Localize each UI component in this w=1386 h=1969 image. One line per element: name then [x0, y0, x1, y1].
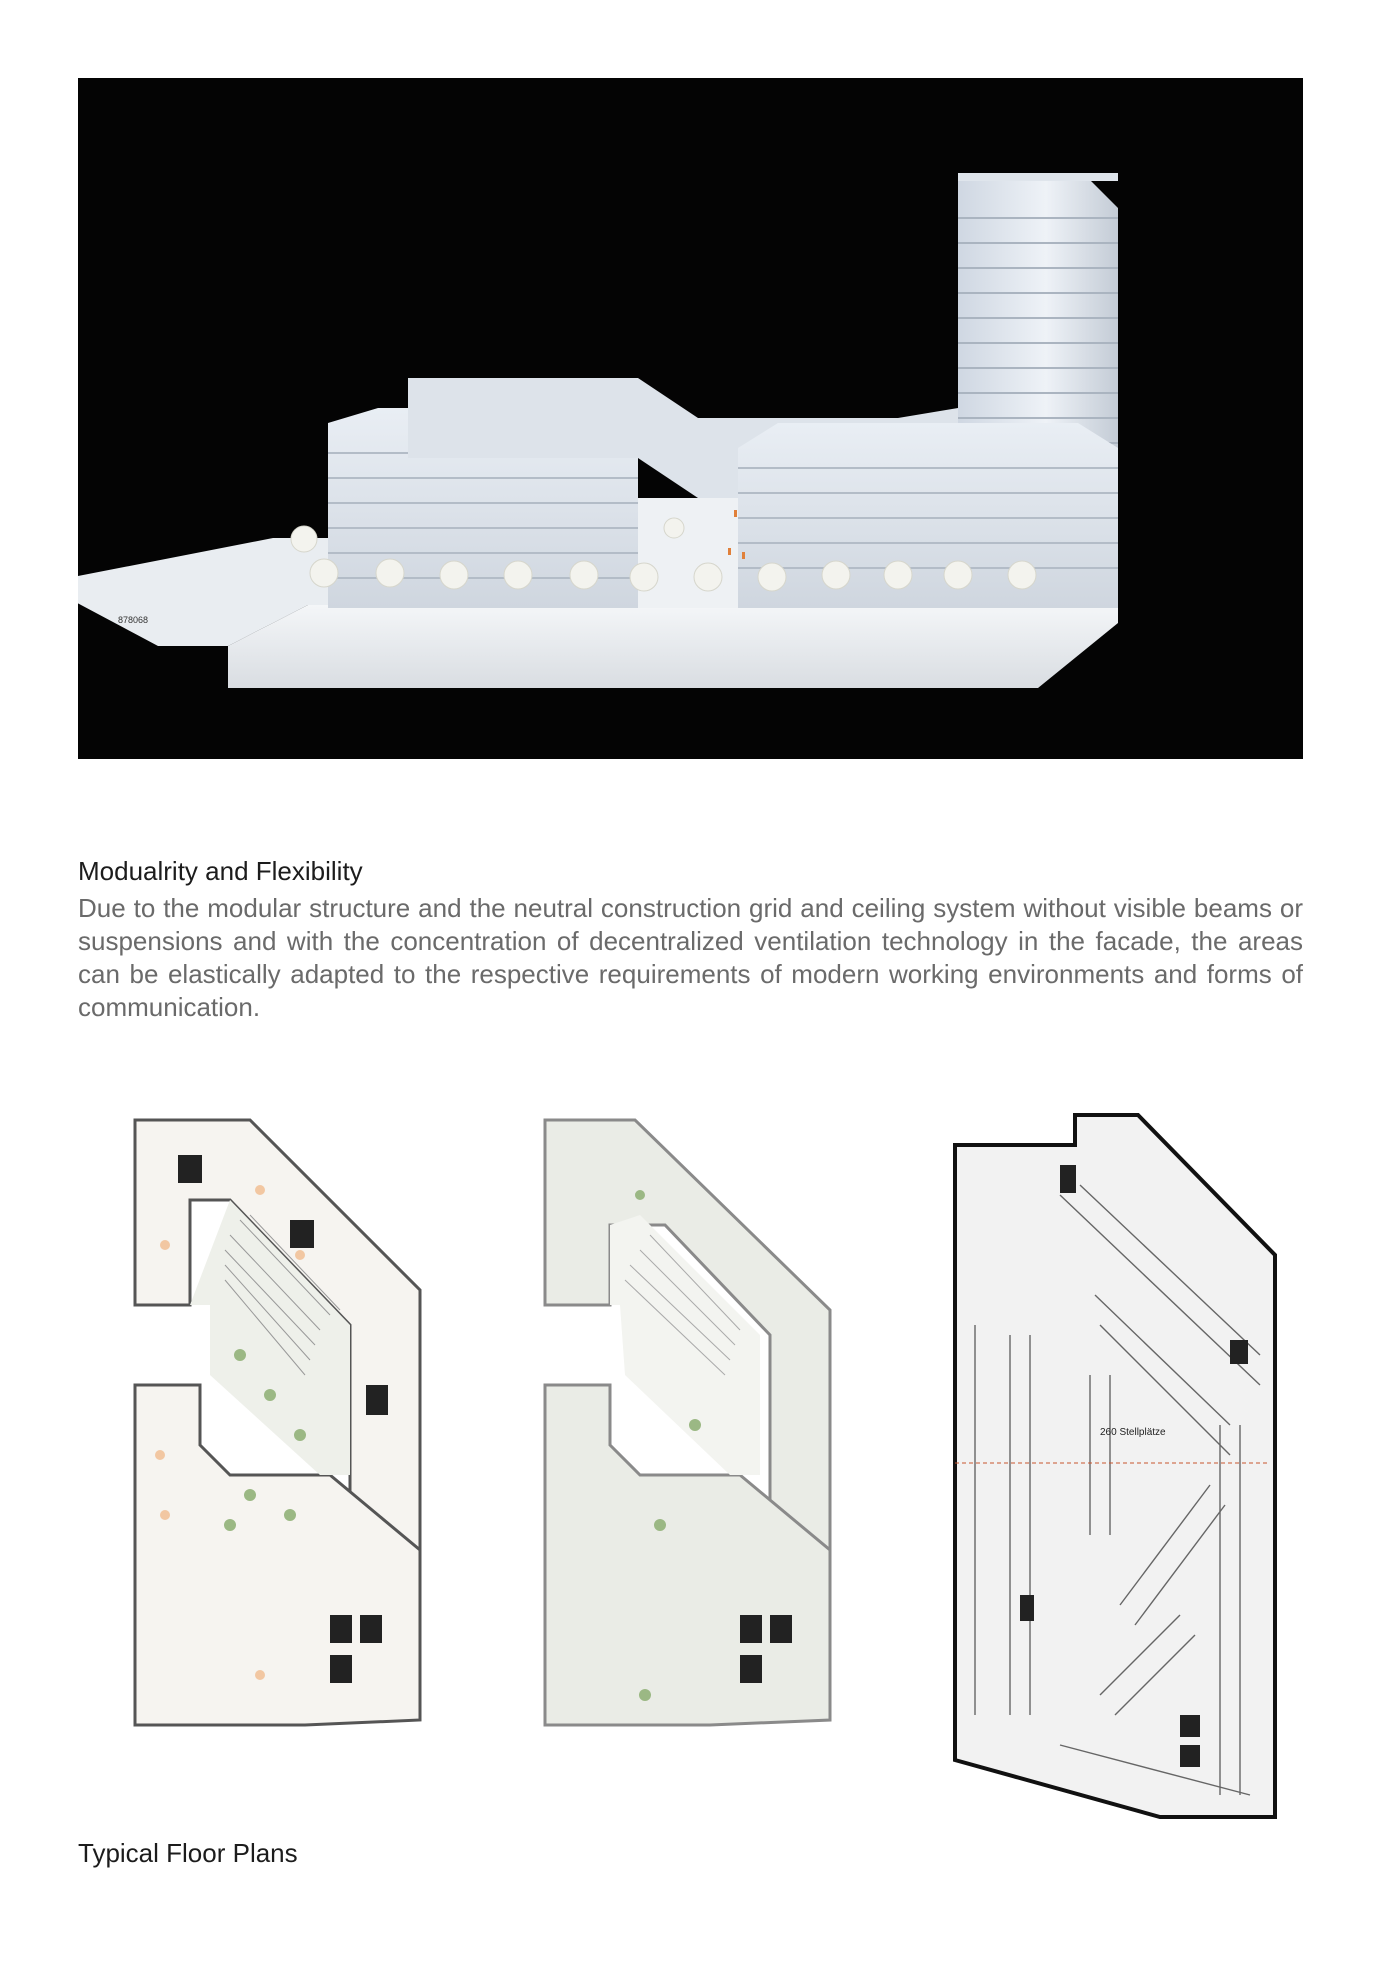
model-base [228, 605, 1118, 688]
section-heading: Modualrity and Flexibility [78, 856, 363, 886]
plans-caption: Typical Floor Plans [78, 1838, 298, 1868]
model-illustration [78, 78, 1303, 759]
right-block [738, 423, 1118, 608]
parking-label: 260 Stellplätze [1100, 1427, 1166, 1438]
floor-plan-parking [955, 1115, 1275, 1817]
floor-plans [0, 1095, 1386, 1820]
text-section [78, 855, 1303, 1024]
model-label: 878068 [118, 615, 149, 625]
architecture-model-photo [78, 78, 1303, 759]
section-body: Due to the modular structure and the neutral construction grid and ceiling system without visible beams or suspensions and with the concentration of decentralized ventilation technology in the facade, the areas can be elastically adapted to the respective requirements of modern working environments and forms of communication. [78, 892, 1303, 1022]
floor-plan-drawings [0, 1095, 1386, 1820]
floor-plan-typical [135, 1120, 420, 1725]
courtyard [638, 498, 738, 608]
floor-plan-roof [545, 1120, 830, 1725]
